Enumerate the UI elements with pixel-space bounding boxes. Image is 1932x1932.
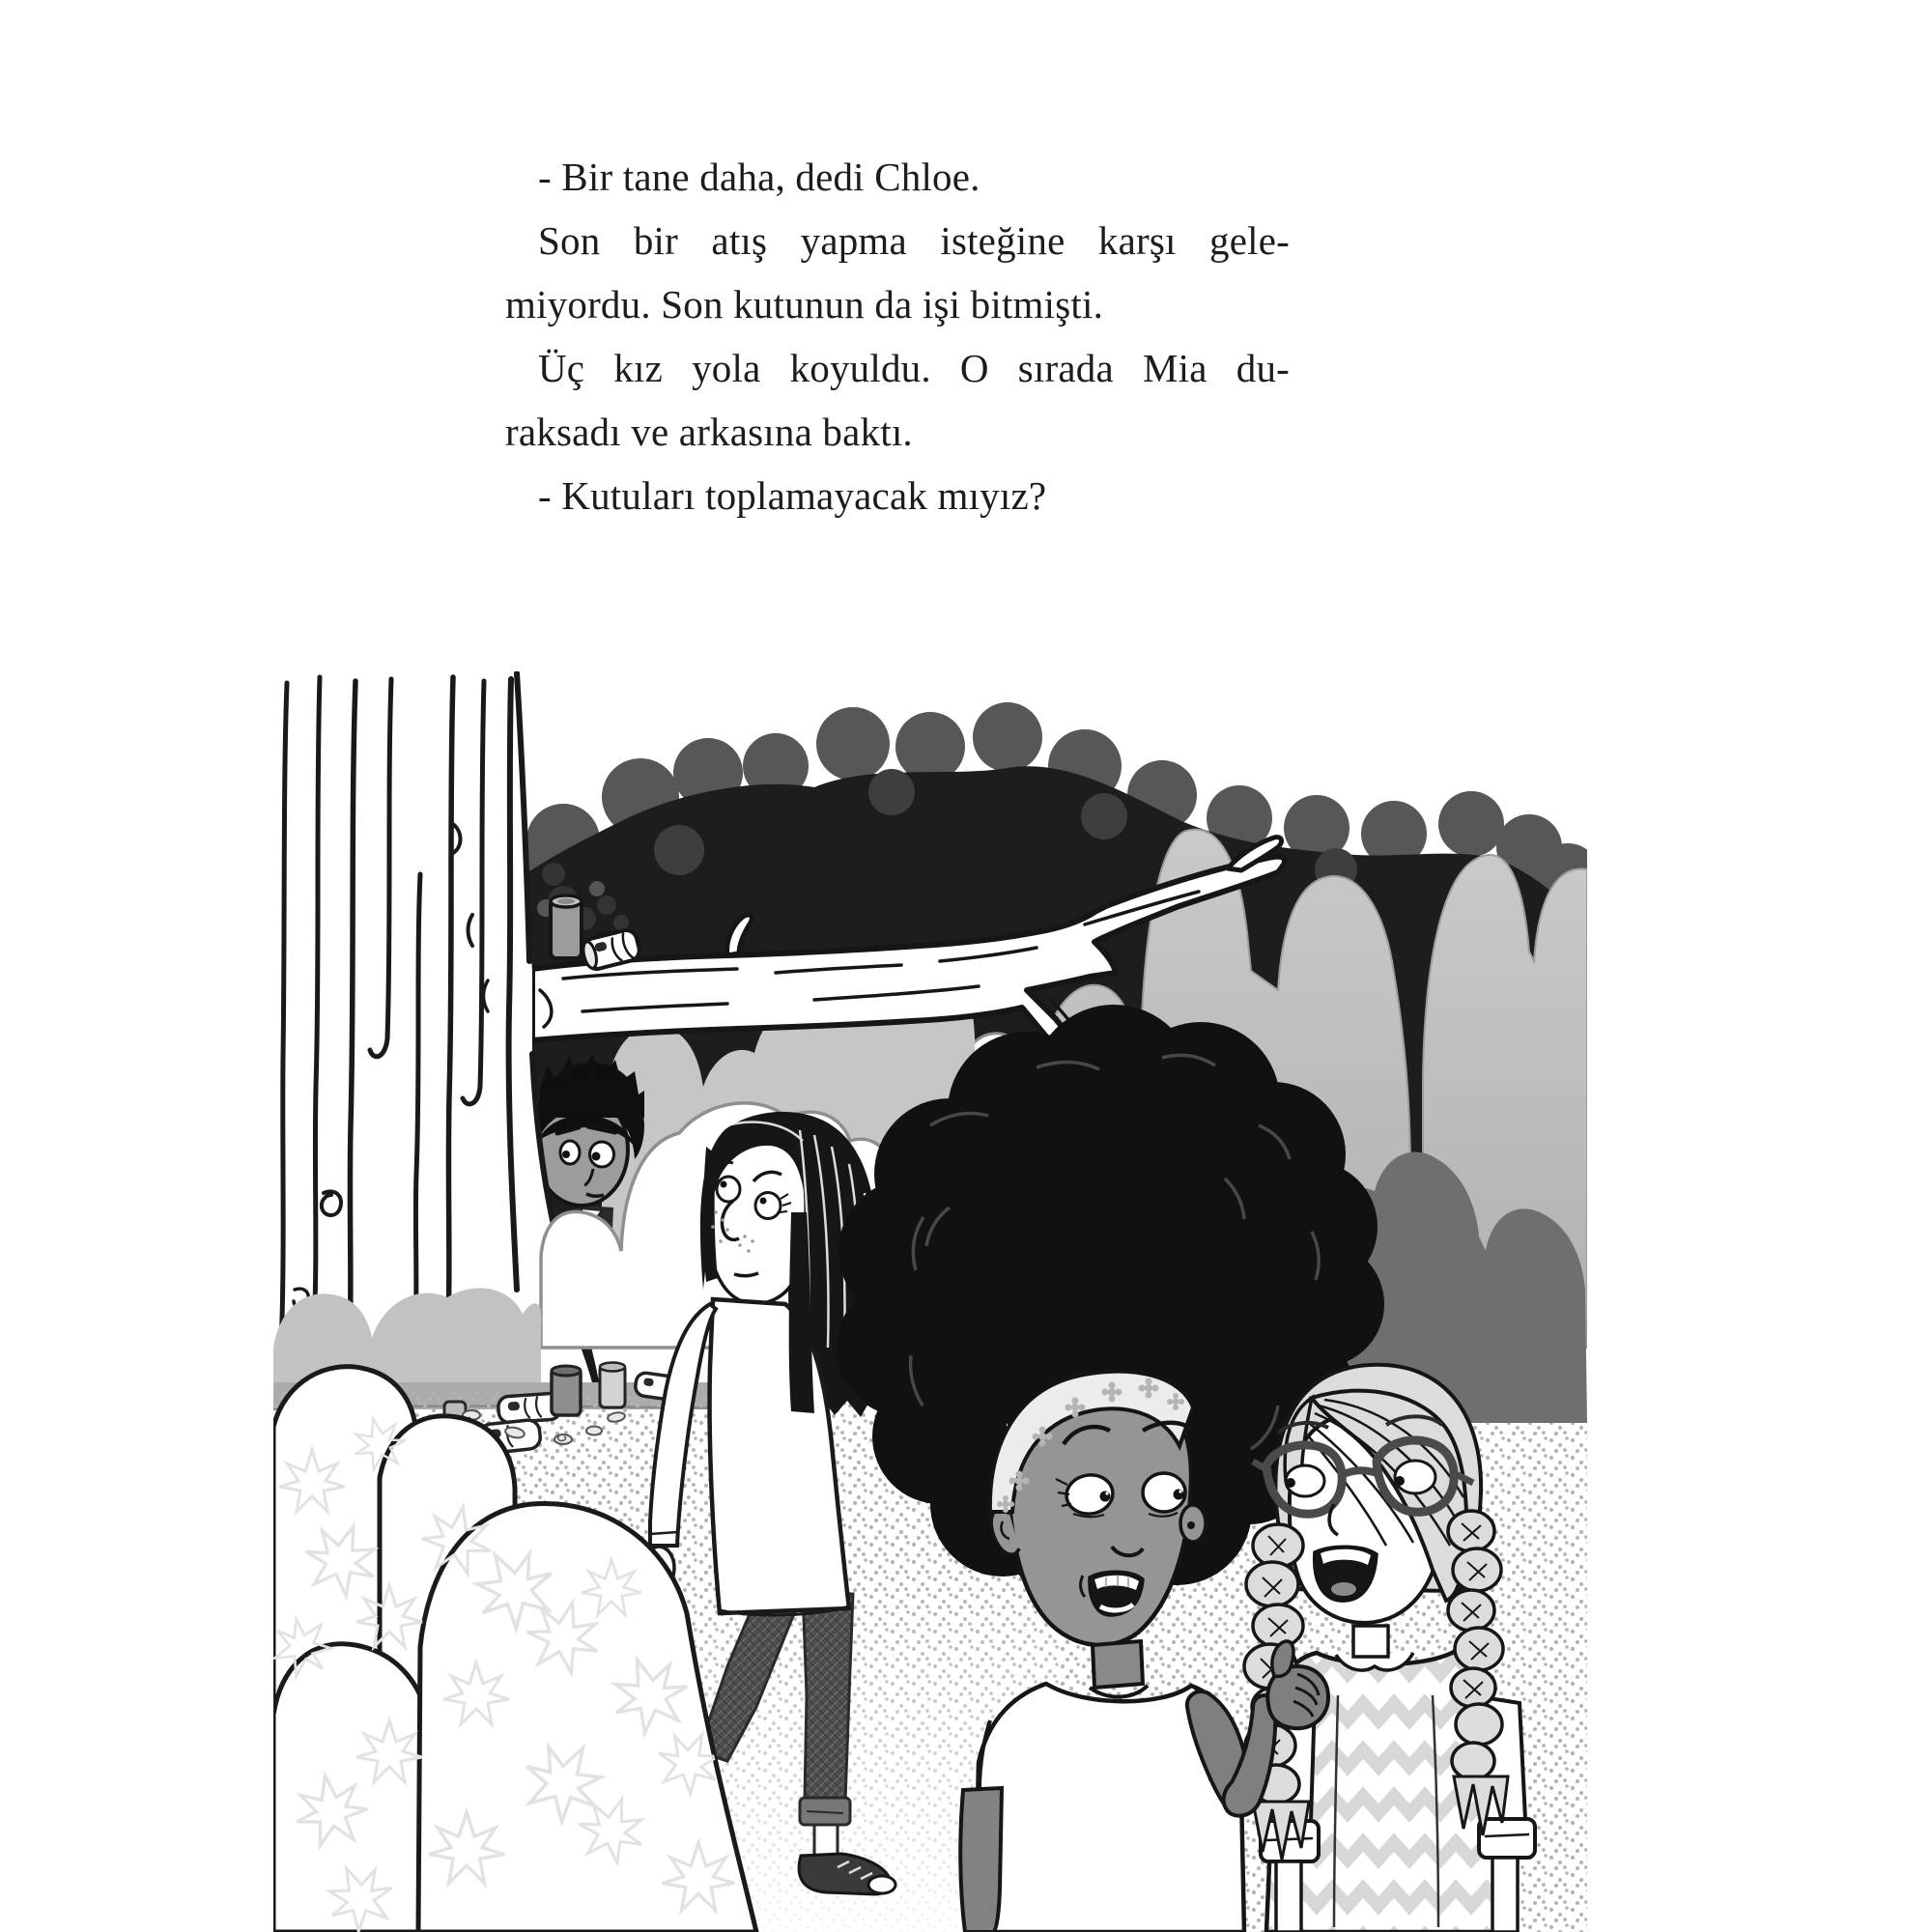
curly-girl-neck xyxy=(1093,1641,1143,1688)
story-line-1: - Bir tane daha, dedi Chloe. xyxy=(538,155,980,199)
story-line-6: - Kutuları toplamayacak mıyız? xyxy=(538,473,1047,518)
story-line-5: raksadı ve arkasına baktı. xyxy=(505,410,913,454)
story-text xyxy=(505,145,1290,527)
story-line-4: Üç kız yola koyuldu. O sırada Mia du- xyxy=(538,346,1290,390)
girl-dark-hair-leg xyxy=(803,1591,853,1802)
story-line-2: Son bir atış yapma isteğine karşı gele- xyxy=(538,218,1290,263)
blonde-neck xyxy=(1353,1626,1388,1657)
curly-girl-arm-left xyxy=(960,1788,1002,1932)
illustration xyxy=(273,671,1587,1932)
story-line-3: miyordu. Son kutunun da işi bitmişti. xyxy=(505,282,1104,327)
soda-can-on-branch xyxy=(551,895,582,958)
